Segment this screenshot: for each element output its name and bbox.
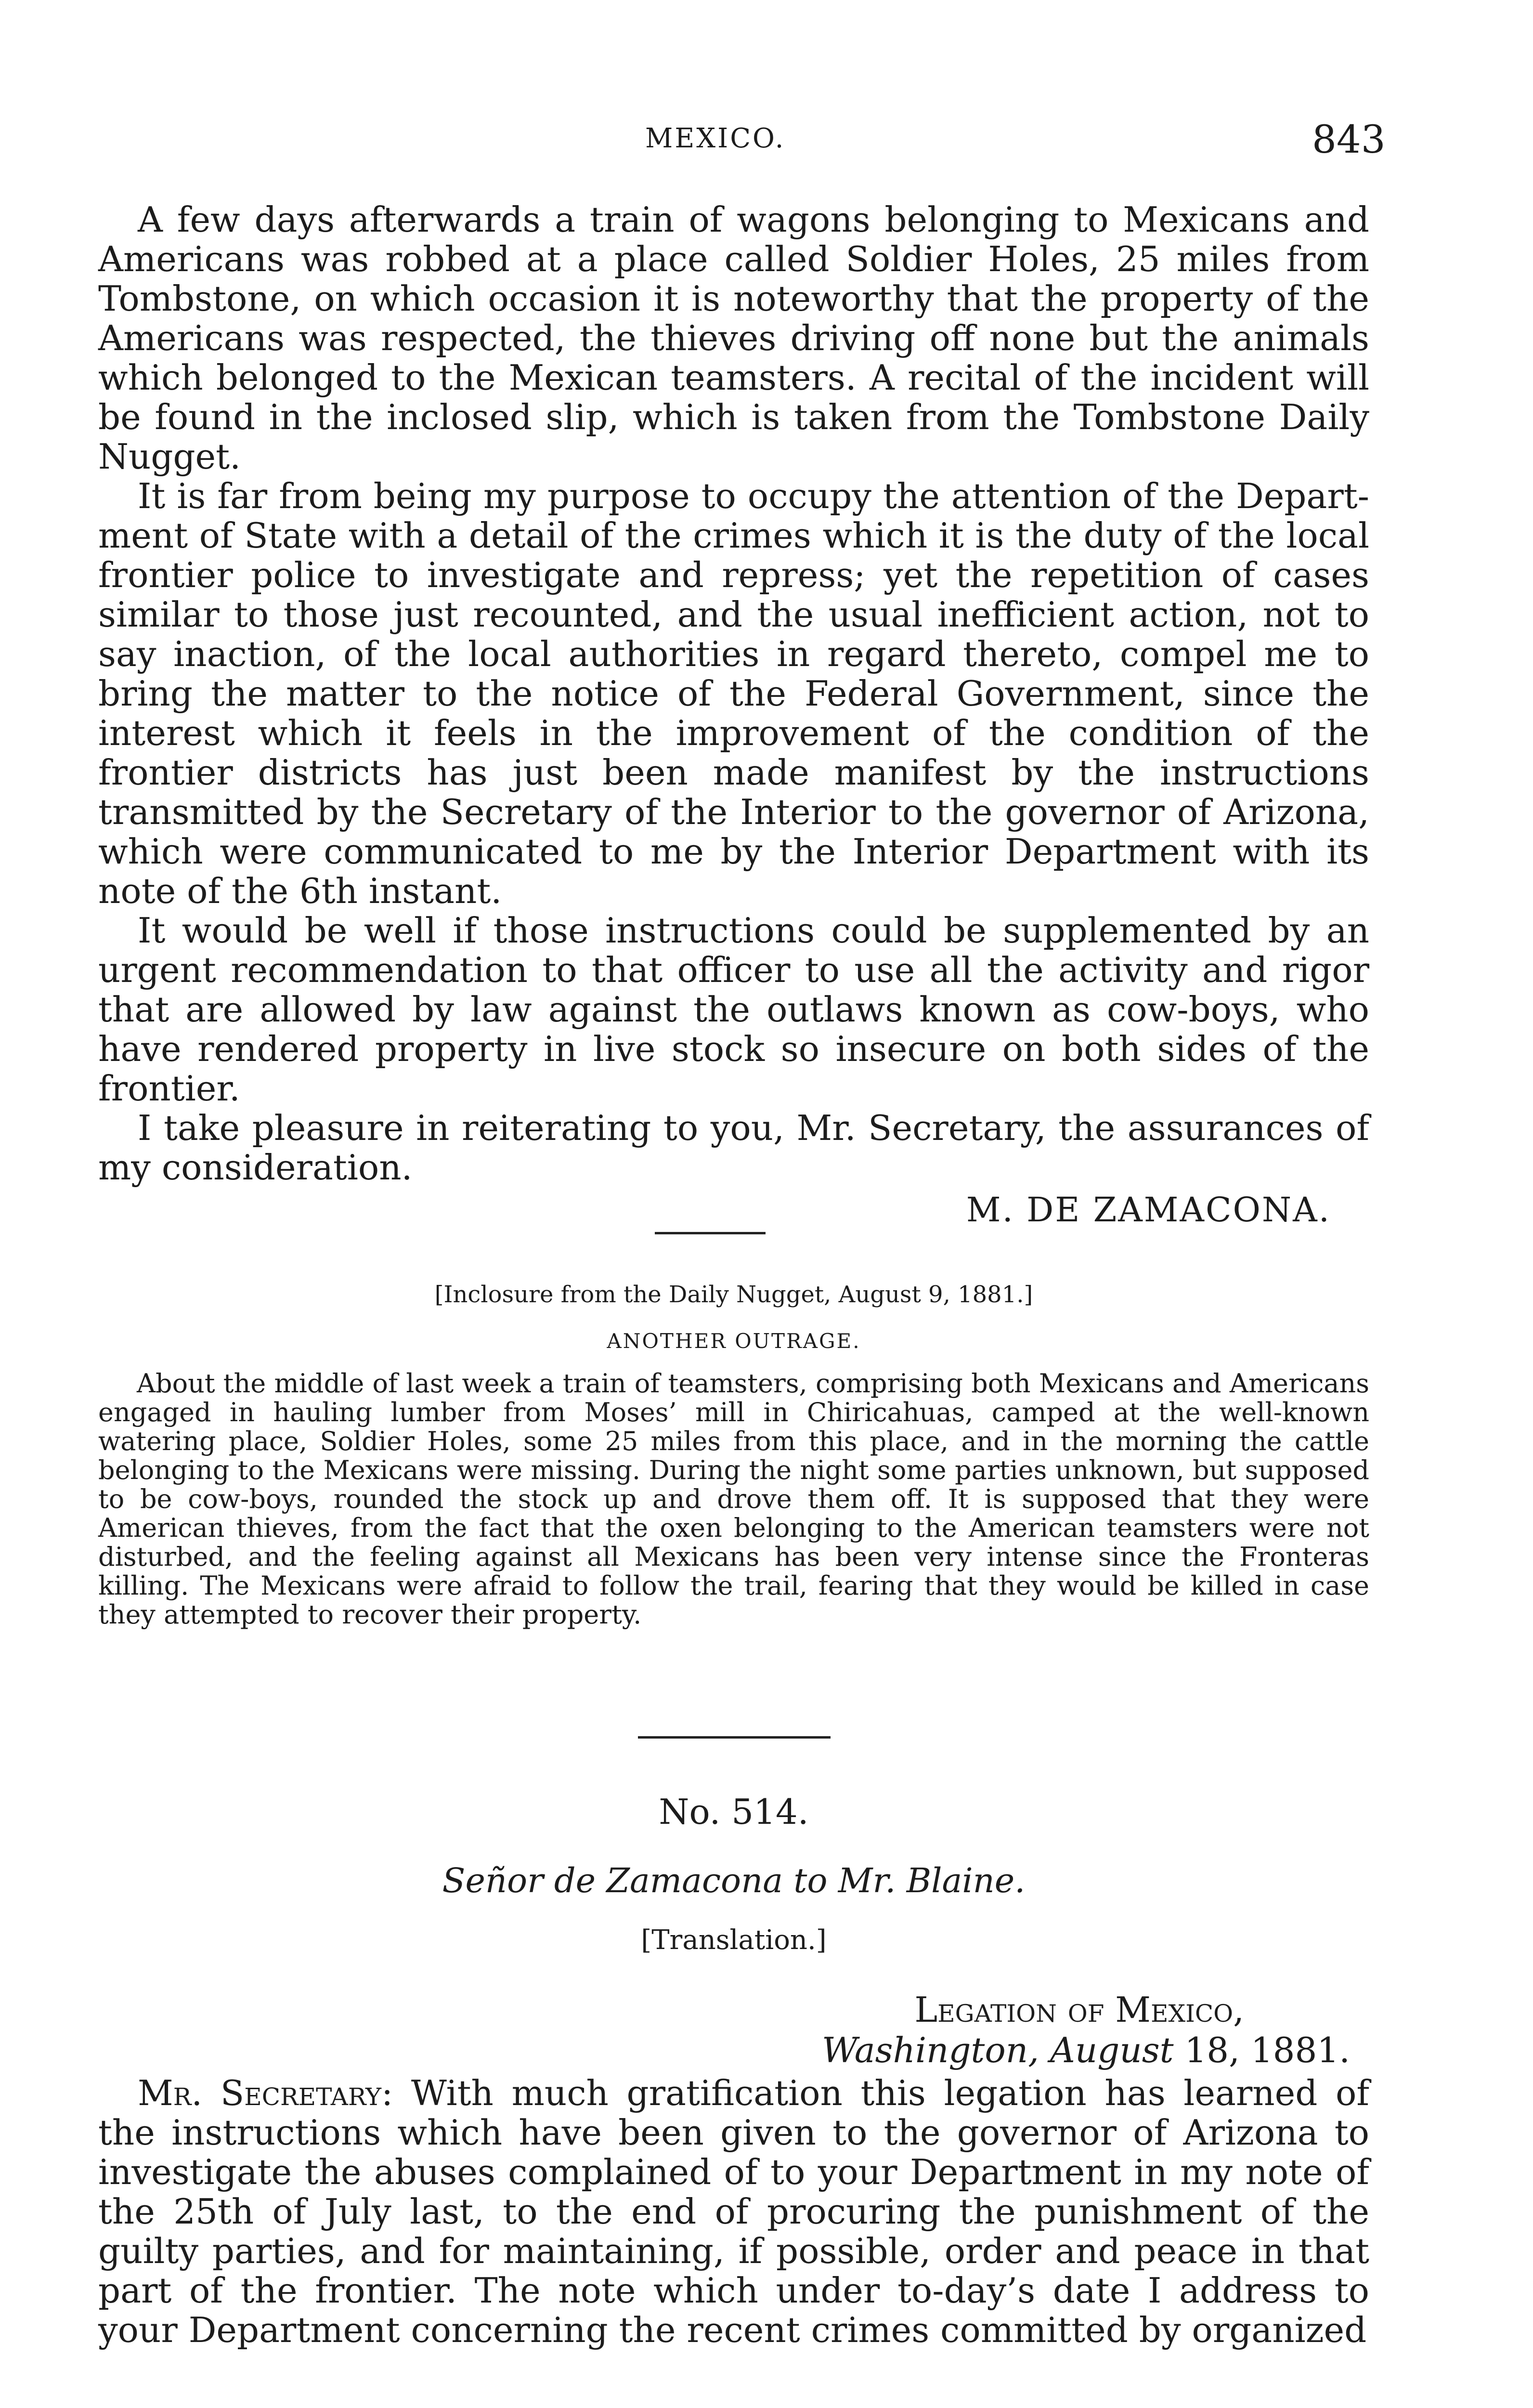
letter-paragraph-1: A few days afterwards a train of wagons belonging to Mexicans and Americans was robbed at a place called Soldier Holes, 25 miles from Tombstone, on which occasion it is noteworthy that the property of the Americans was respected, the thieves driving off none but the animals which belonged to the Mexican teamsters. A recital of the incident will be found in the inclosed slip, which is taken from the Tombstone Daily Nugget. <box>98 199 1369 477</box>
dateline-place: Washington, <box>821 2030 1039 2070</box>
letter-paragraph-3: It would be well if those instructions could be supplemented by an urgent recommendation to that officer to use all the activity and rigor that are allowed by law against the outlaws known as cow-boys, who have rendered property in live stock so insecure on both sides of the frontier. <box>98 910 1369 1109</box>
letter-paragraph-4: I take pleasure in reiterating to you, Mr. Secretary, the assurances of my consideration. <box>98 1108 1369 1188</box>
document-number: No. 514. <box>659 1792 809 1832</box>
page-number: 843 <box>1312 117 1386 162</box>
section-divider <box>655 1232 766 1234</box>
legation-line: Legation of Mexico, <box>914 1989 1244 2030</box>
dateline-day-year: 18, 1881. <box>1184 2030 1350 2070</box>
page-header <box>0 116 1533 169</box>
signature: M. DE ZAMACONA. <box>966 1190 1331 1230</box>
inclosure-caption: [Inclosure from the Daily Nugget, August 9, 1881.] <box>434 1281 1033 1308</box>
letter-514-text: With much gratification this legation has learned of the instructions which have been given to the governor of Arizona to investigate the abuses complained of to your Department in my note of the 25th of July last, to the end of procuring the punishment of the guilty parties, and for maintaining, if possible, order and peace in that part of the frontier. The note which under to-day’s date I address to your Department concerning the recent crimes committed by organized <box>98 2073 1369 2350</box>
inclosure-title: ANOTHER OUTRAGE. <box>607 1329 861 1353</box>
dateline-month: August <box>1050 2030 1174 2070</box>
inclosure <box>98 1281 1369 1629</box>
letter-body <box>98 200 1369 1230</box>
dateline <box>98 2030 1369 2070</box>
salutation: Mr. Secretary: <box>138 2073 393 2113</box>
letter-paragraph-2: It is far from being my purpose to occupy the attention of the Department of State with a detail of the crimes which it is the duty of the local frontier police to investigate and repress; yet the repetition of cases similar to those just recounted, and the usual inefficient action, not to say inaction, of the local authorities in regard thereto, compel me to bring the matter to the notice of the Federal Government, since the interest which it feels in the improvement of the condition of the frontier districts has just been made manifest by the instructions transmitted by the Secretary of the Interior to the governor of Arizona, which were communicated to me by the Interior Department with its note of the 6th instant. <box>98 476 1369 911</box>
document-title: Señor de Zamacona to Mr. Blaine. <box>442 1861 1026 1900</box>
translation-note: [Translation.] <box>641 1924 827 1956</box>
document-514 <box>98 1792 1369 2350</box>
running-head: MEXICO. <box>645 123 786 154</box>
section-divider <box>638 1736 831 1739</box>
inclosure-paragraph: About the middle of last week a train of teamsters, comprising both Mexicans and Americans engaged in hauling lumber from Moses’ mill in Chiricahuas, camped at the well-known watering place, Soldier Holes, some 25 miles from this place, and in the morning the cattle belonging to the Mexicans were missing. During the night some parties unknown, but supposed to be cow-boys, rounded the stock up and drove them off. It is supposed that they were American thieves, from the fact that the oxen belonging to the American teamsters were not disturbed, and the feeling against all Mexicans has been very intense since the Fronteras killing. The Mexicans were afraid to follow the trail, fearing that they would be killed in case they attempted to recover their property. <box>98 1368 1369 1630</box>
letter-514-body <box>98 2073 1369 2350</box>
